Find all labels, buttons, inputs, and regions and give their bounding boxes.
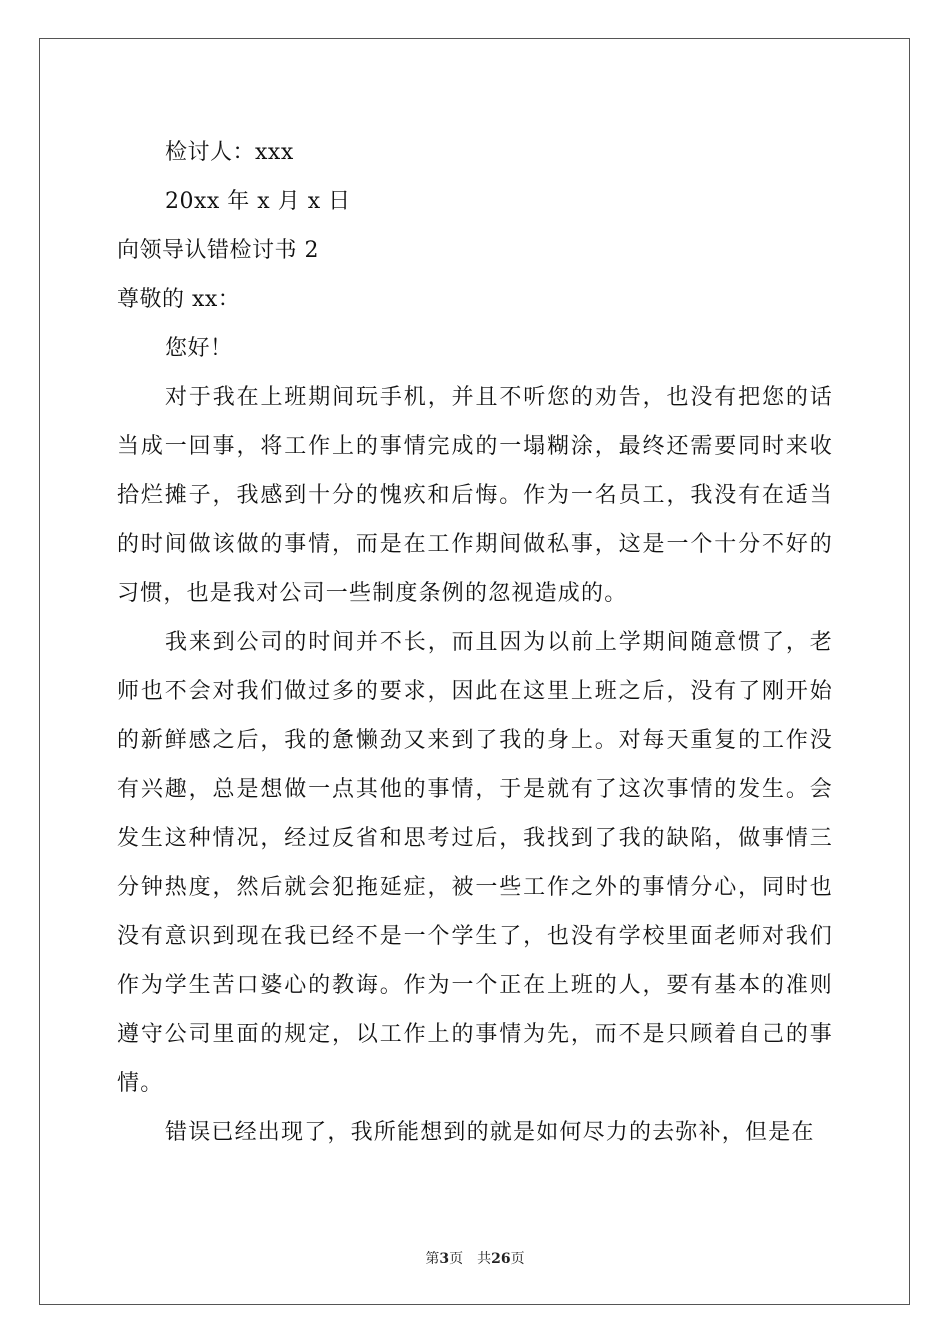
paragraph-1: 对于我在上班期间玩手机，并且不听您的劝告，也没有把您的话当成一回事，将工作上的事情完成的一塌糊涂，最终还需要同时来收拾烂摊子，我感到十分的愧疚和后悔。作为一名员工，我没有在适当的时间做该做的事情，而是在工作期间做私事，这是一个十分不好的习惯，也是我对公司一些制度条例的忽视造成的。 <box>117 385 833 606</box>
page-total: 26 <box>491 1251 511 1267</box>
date-line: 20xx 年 x 月 x 日 <box>165 189 351 214</box>
greeting-line: 您好！ <box>165 336 233 361</box>
page-current: 3 <box>439 1251 450 1267</box>
paragraph-3: 错误已经出现了，我所能想到的就是如何尽力的去弥补，但是在 <box>165 1120 815 1145</box>
document-body <box>117 128 833 1157</box>
reviewer-line: 检讨人：xxx <box>165 140 294 165</box>
page-suffix: 页 <box>510 1251 525 1267</box>
paragraph-2: 我来到公司的时间并不长，而且因为以前上学期间随意惯了，老师也不会对我们做过多的要求，因此在这里上班之后，没有了刚开始的新鲜感之后，我的惫懒劲又来到了我的身上。对每天重复的工作没有兴趣，总是想做一点其他的事情，于是就有了这次事情的发生。会发生这种情况，经过反省和思考过后，我找到了我的缺陷，做事情三分钟热度，然后就会犯拖延症，被一些工作之外的事情分心，同时也没有意识到现在我已经不是一个学生了，也没有学校里面老师对我们作为学生苦口婆心的教诲。作为一个正在上班的人，要有基本的准则遵守公司里面的规定，以工作上的事情为先，而不是只顾着自己的事情。 <box>117 630 833 1096</box>
salutation-line: 尊敬的 xx： <box>117 287 241 312</box>
page-mid: 页 共 <box>449 1251 492 1267</box>
document-title: 向领导认错检讨书 2 <box>117 238 319 263</box>
page-prefix: 第 <box>425 1251 440 1267</box>
page-footer <box>0 1248 950 1268</box>
